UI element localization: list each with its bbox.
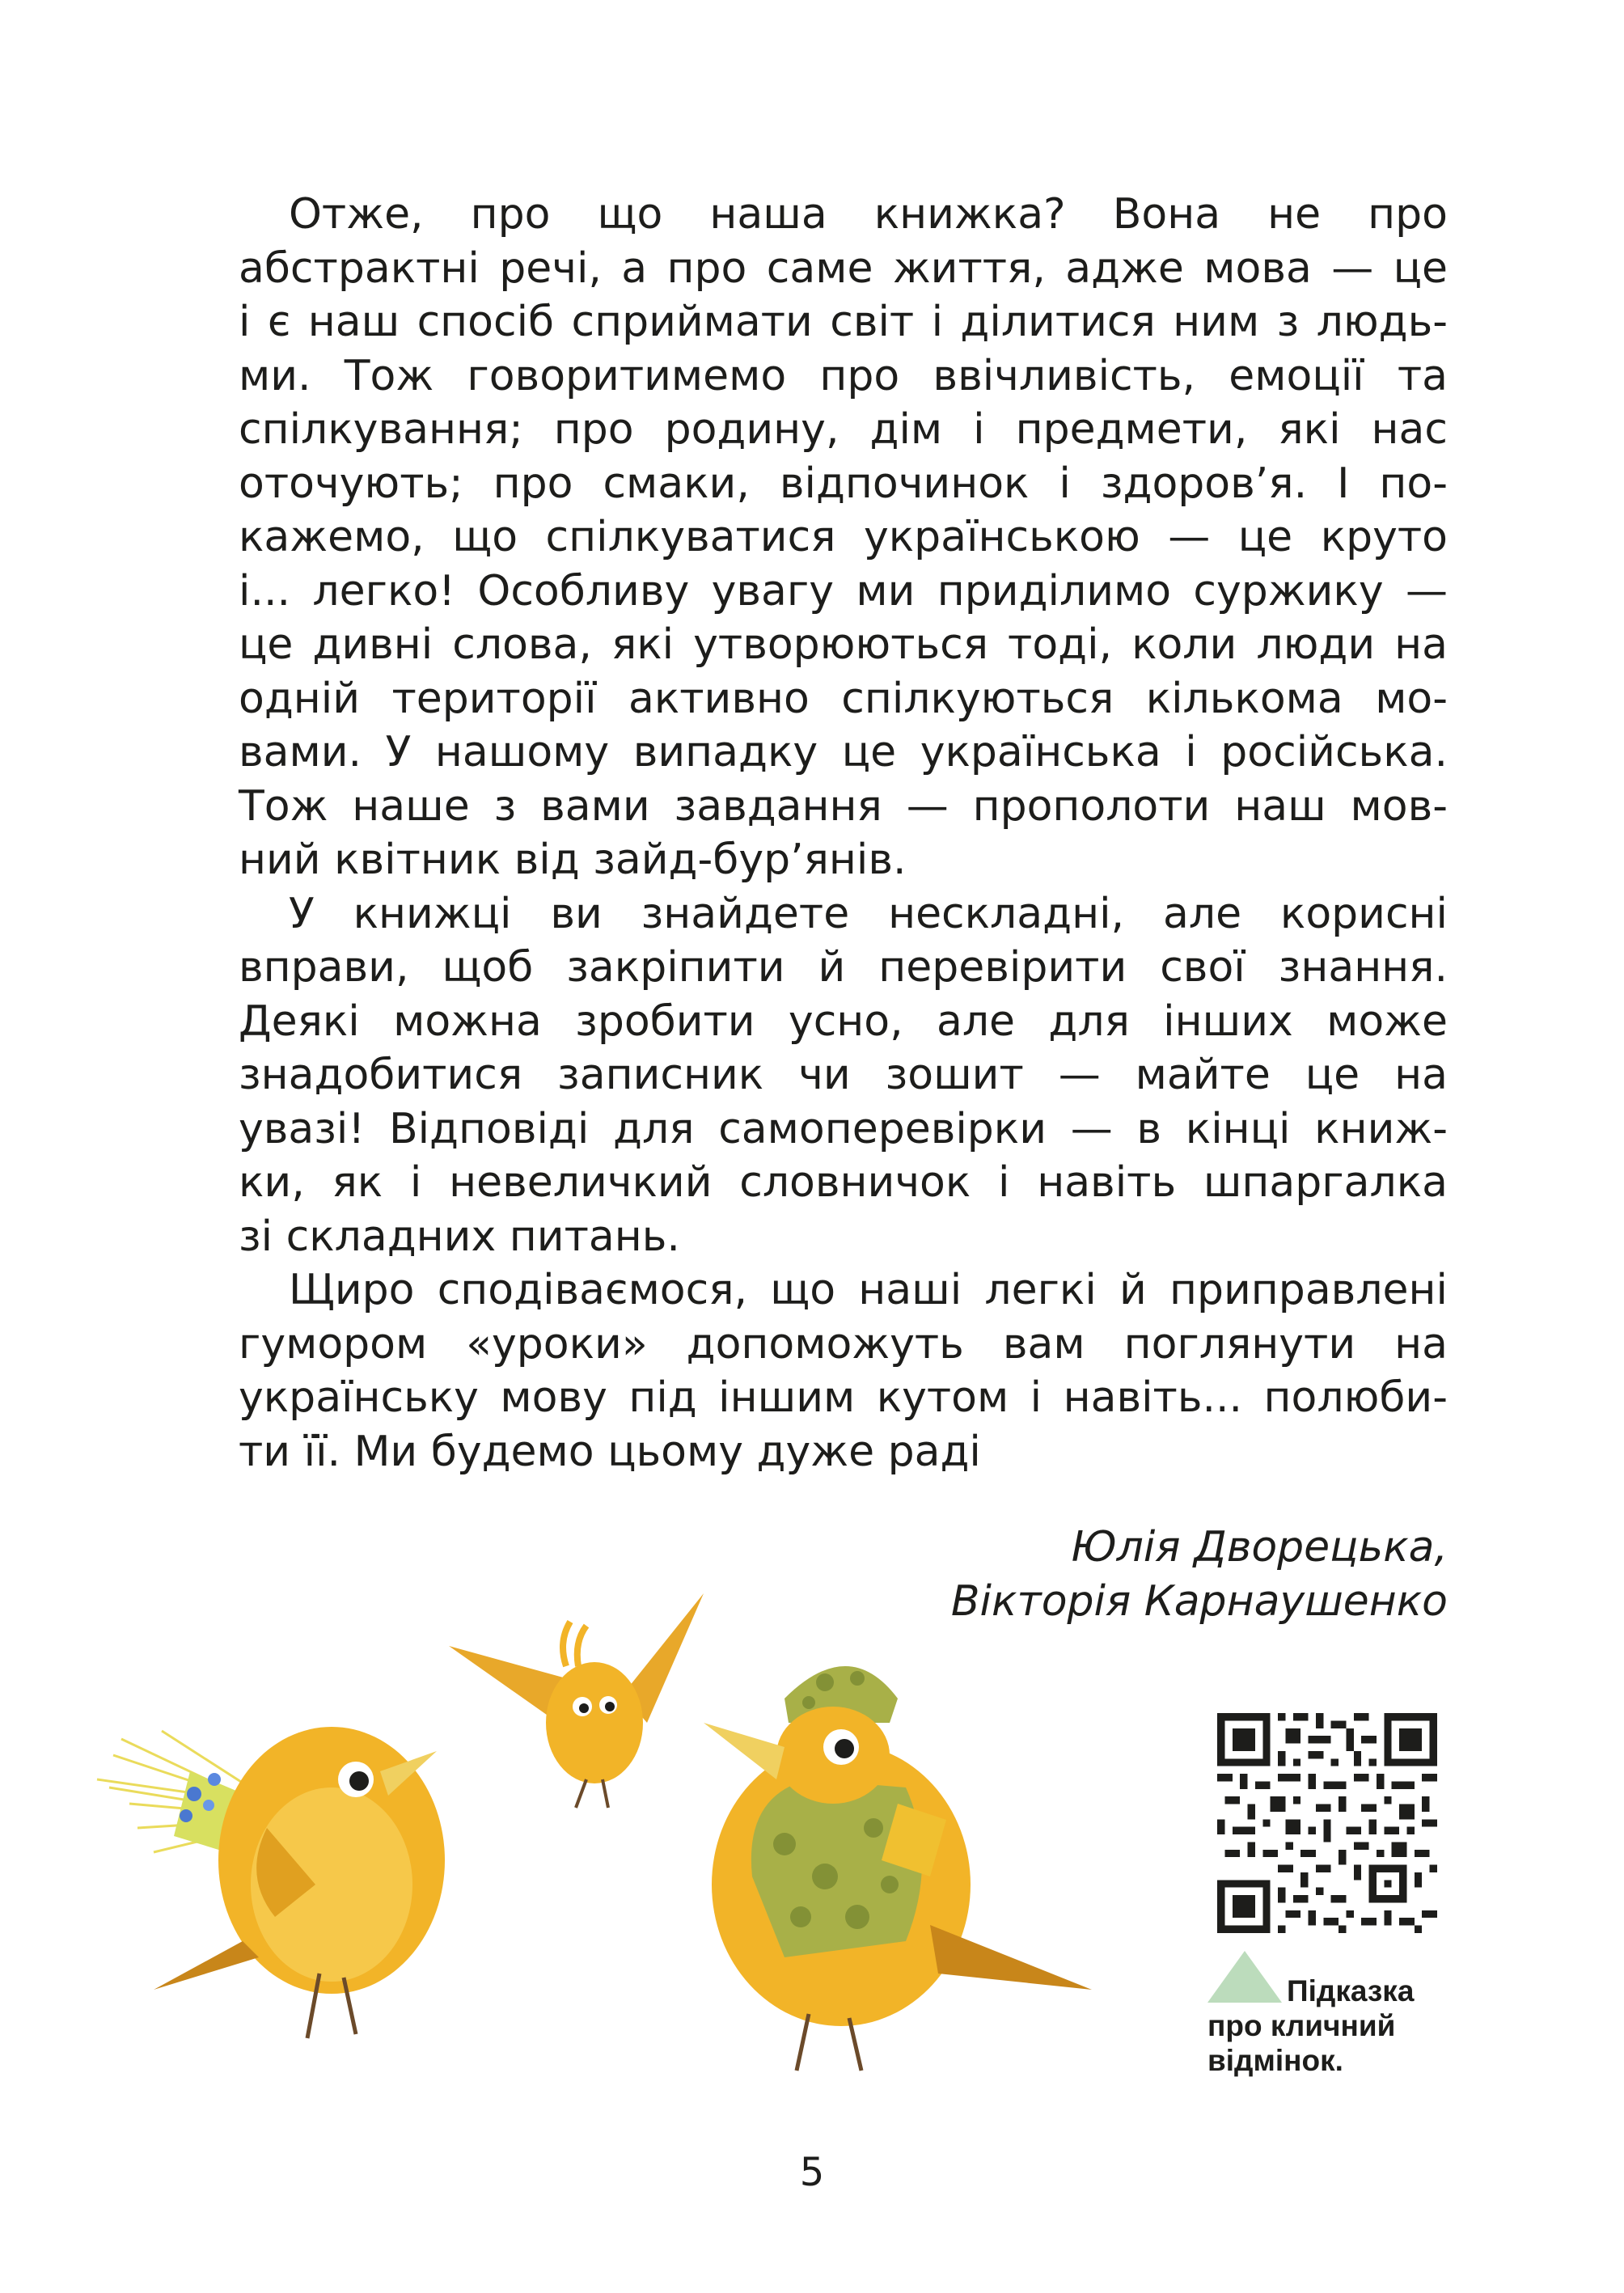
text-line: ний квітник від зайд-бур’янів. xyxy=(239,836,907,884)
paragraph-1 xyxy=(239,188,1448,887)
text-line: увазі! Відповіді для самоперевірки — в кінці книж- xyxy=(239,1104,1448,1153)
text-line: українську мову під іншим кутом і навіть... полюби- xyxy=(239,1373,1448,1422)
author-1: Юлія Дворецька, xyxy=(1071,1523,1448,1572)
text-line: спілкування; про родину, дім і предмети, які нас xyxy=(239,405,1448,454)
triangle-icon xyxy=(1207,1951,1282,2003)
text-line: вами. У нашому випадку це українська і російська. xyxy=(239,728,1448,776)
soldier-bird-icon xyxy=(704,1666,1092,2071)
text-line: це дивні слова, які утворюються тоді, коли люди на xyxy=(239,620,1448,669)
text-line: гумором «уроки» допоможуть вам поглянути на xyxy=(239,1319,1448,1369)
hint-line: про кличний xyxy=(1207,2009,1396,2042)
text-line: кажемо, що спілкуватися українською — це круто xyxy=(239,513,1448,561)
text-line: ти її. Ми будемо цьому дуже раді xyxy=(239,1427,981,1476)
text-line: і... легко! Особливу увагу ми приділимо суржику — xyxy=(239,566,1448,616)
paragraph-3 xyxy=(239,1263,1448,1479)
author-2: Вікторія Карнаушенко xyxy=(950,1577,1448,1626)
bird-with-bouquet-icon xyxy=(97,1727,445,2038)
hint-line: Підказка xyxy=(1287,1974,1415,2007)
paragraph-2 xyxy=(239,887,1448,1264)
birds-illustration xyxy=(0,1537,1181,2103)
text-line: ки, як і невеличкий словничок і навіть шпаргалка xyxy=(239,1158,1448,1207)
text-line: Тож наше з вами завдання — прополоти наш мов- xyxy=(239,781,1448,831)
text-line: Отже, про що наша книжка? Вона не про xyxy=(289,190,1448,239)
hint-box xyxy=(1207,1951,1450,2078)
page-number: 5 xyxy=(799,2150,825,2195)
text-line: ми. Тож говоритимемо про ввічливість, емоції та xyxy=(239,351,1448,400)
text-line: і є наш спосіб сприймати світ і ділитися ним з людь- xyxy=(239,298,1448,346)
qr-code-icon[interactable] xyxy=(1217,1713,1437,1933)
text-line: Щиро сподіваємося, що наші легкі й приправлені xyxy=(289,1266,1448,1314)
hint-line: відмінок. xyxy=(1207,2044,1343,2077)
text-line: зі складних питань. xyxy=(239,1212,680,1261)
main-text xyxy=(239,188,1448,1479)
flying-bird-icon xyxy=(449,1593,704,1808)
text-line: знадобитися записник чи зошит — майте це на xyxy=(239,1051,1448,1099)
text-line: одній території активно спілкуються кількома мо- xyxy=(239,674,1448,723)
text-line: У книжці ви знайдете нескладні, але корисні xyxy=(289,889,1448,938)
text-line: вправи, щоб закріпити й перевірити свої знання. xyxy=(239,943,1448,992)
text-line: оточують; про смаки, відпочинок і здоров’я. І по- xyxy=(239,459,1448,508)
text-line: Деякі можна зробити усно, але для інших може xyxy=(239,996,1448,1046)
text-line: абстрактні речі, а про саме життя, адже мова — це xyxy=(239,243,1448,293)
